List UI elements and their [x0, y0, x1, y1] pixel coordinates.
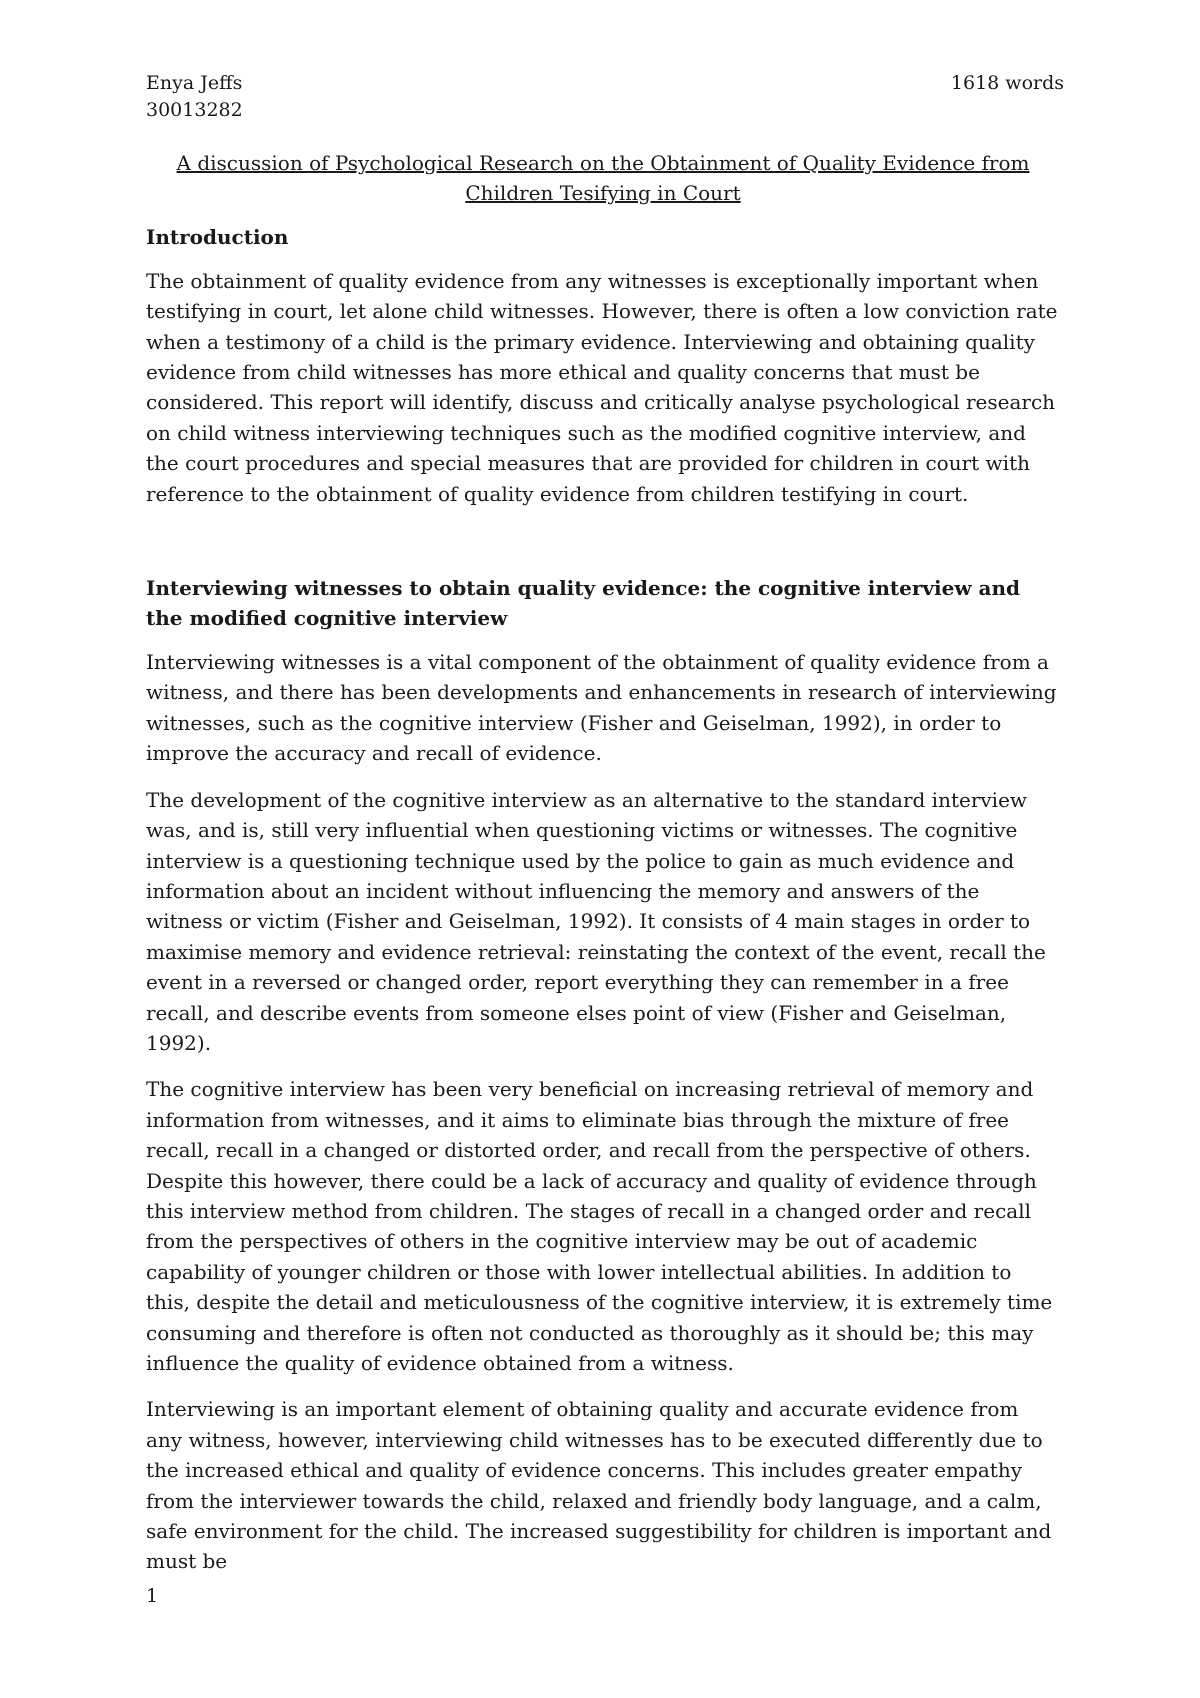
section-heading-interviewing: Interviewing witnesses to obtain quality evidence: the cognitive interview and the modified cognitive interview	[146, 576, 1021, 631]
title-line-1: A discussion of Psychological Research on the Obtainment of Quality Evidence from	[176, 151, 1030, 175]
interviewing-paragraph-4: Interviewing is an important element of obtaining quality and accurate evidence from any witness, however, interviewing child witnesses has to be executed differently due to the increased ethical and quality of evidence concerns. This includes greater empathy from the interviewer towards the child, relaxed and friendly body language, and a calm, safe environment for the child. The increased suggestibility for children is important and must be	[146, 1397, 1052, 1574]
word-count: 1618 words	[950, 72, 1064, 94]
section-heading-introduction: Introduction	[146, 224, 289, 249]
interviewing-paragraph-2: The development of the cognitive interview as an alternative to the standard interview was, and is, still very influential when questioning victims or witnesses. The cognitive interview is a questioning technique used by the police to gain as much evidence and information about an incident without influencing the memory and answers of the witness or victim (Fisher and Geiselman, 1992). It consists of 4 main stages in order to maximise memory and evidence retrieval: reinstating the context of the event, recall the event in a reversed or changed order, report everything they can remember in a free recall, and describe events from someone elses point of view (Fisher and Geiselman, 1992).	[146, 787, 1046, 1055]
page-number: 1	[146, 1585, 159, 1607]
document-title	[146, 148, 1060, 209]
interviewing-paragraph-1: Interviewing witnesses is a vital component of the obtainment of quality evidence from a witness, and there has been developments and enhancements in research of interviewing witnesses, such as the cognitive interview (Fisher and Geiselman, 1992), in order to improve the accuracy and recall of evidence.	[146, 650, 1057, 766]
intro-paragraph: The obtainment of quality evidence from any witnesses is exceptionally important when testifying in court, let alone child witnesses. However, there is often a low conviction rate when a testimony of a child is the primary evidence. Interviewing and obtaining quality evidence from child witnesses has more ethical and quality concerns that must be considered. This report will identify, discuss and critically analyse psychological research on child witness interviewing techniques such as the modified cognitive interview, and the court procedures and special measures that are provided for children in court with reference to the obtainment of quality evidence from children testifying in court.	[146, 268, 1058, 506]
document-body	[146, 148, 1060, 1593]
interviewing-paragraph-3: The cognitive interview has been very beneficial on increasing retrieval of memory and information from witnesses, and it aims to eliminate bias through the mixture of free recall, recall in a changed or distorted order, and recall from the perspective of others. Despite this however, there could be a lack of accuracy and quality of evidence through this interview method from children. The stages of recall in a changed order and recall from the perspectives of others in the cognitive interview may be out of academic capability of younger children or those with lower intellectual abilities. In addition to this, despite the detail and meticulousness of the cognitive interview, it is extremely time consuming and therefore is often not conducted as thoroughly as it should be; this may influence the quality of evidence obtained from a witness.	[146, 1077, 1053, 1375]
title-line-2: Children Tesifying in Court	[465, 181, 741, 206]
page-header	[146, 70, 1064, 124]
student-id: 30013282	[146, 99, 243, 121]
author-name: Enya Jeffs	[146, 72, 243, 94]
section-spacer	[146, 525, 1060, 573]
